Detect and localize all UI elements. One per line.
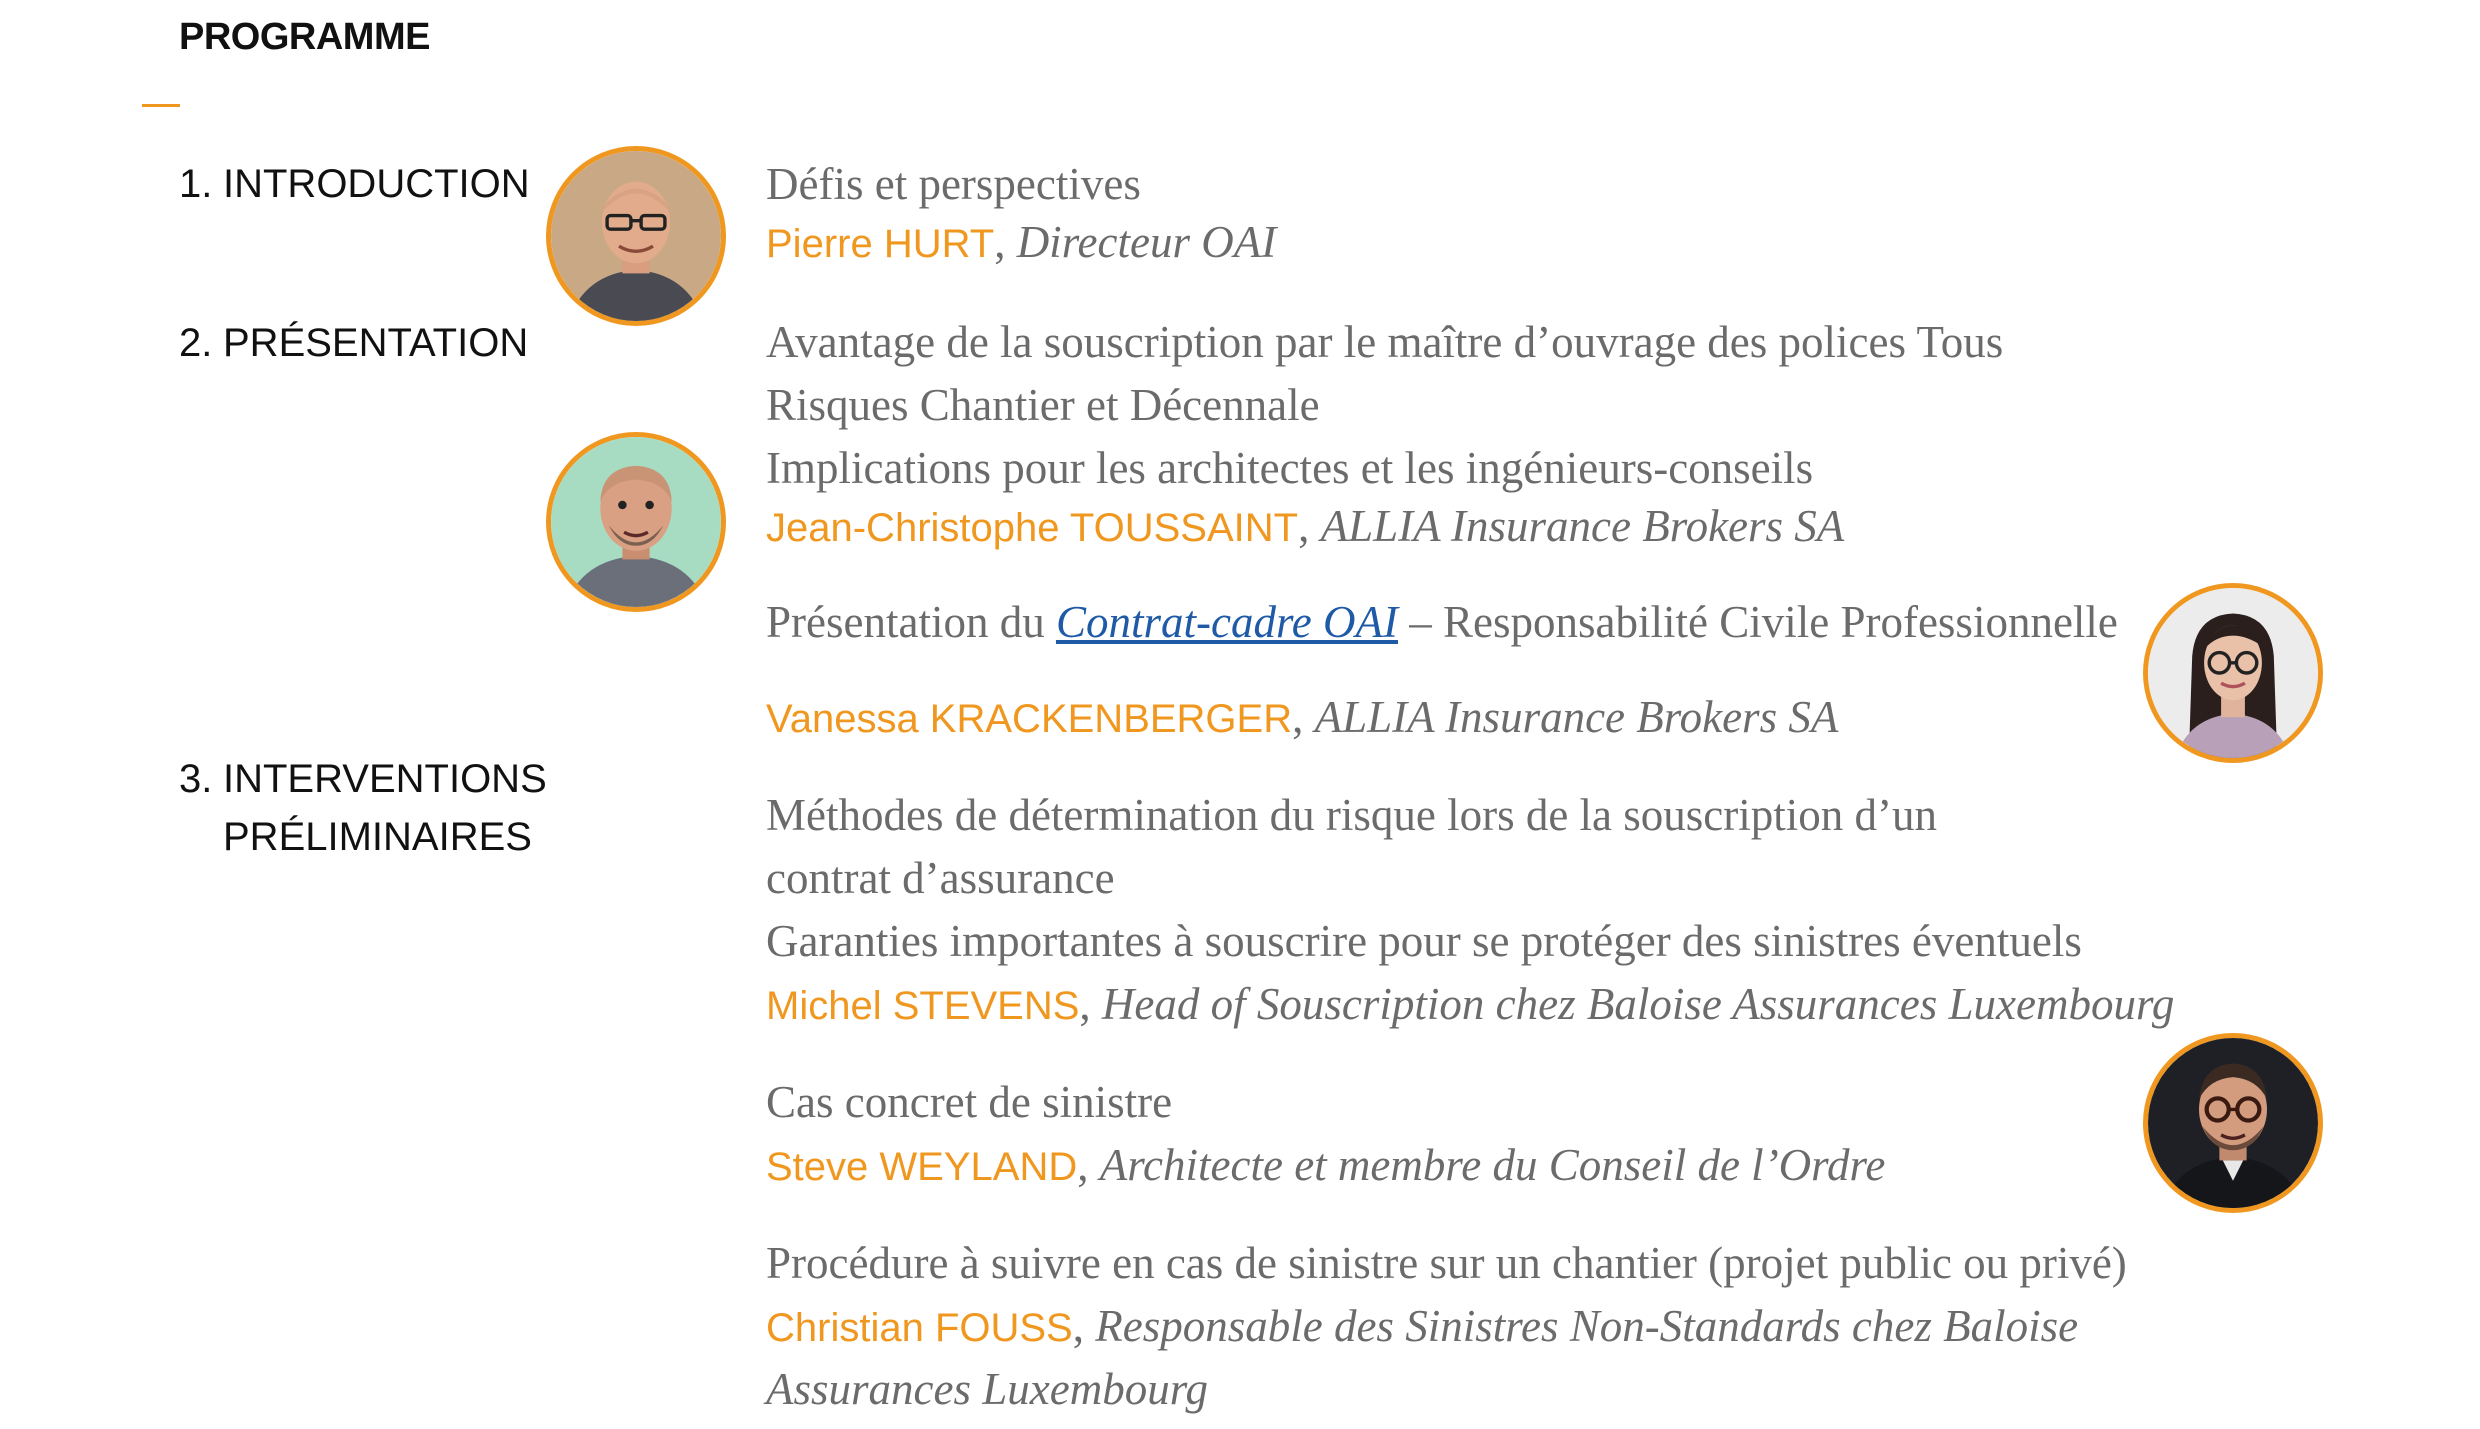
- speaker-photo-jean-christophe-toussaint: [546, 432, 726, 612]
- speaker-role: Responsable des Sinistres Non-Standards chez Baloise: [1095, 1301, 2079, 1351]
- speaker-role: ALLIA Insurance Brokers SA: [1314, 692, 1839, 742]
- speaker-name: Jean-Christophe TOUSSAINT: [766, 506, 1299, 550]
- talk-title: Présentation du Contrat-cadre OAI – Responsabilité Civile Professionnelle: [766, 597, 2118, 647]
- section-label: INTERVENTIONS: [223, 757, 547, 801]
- speaker-role: Directeur OAI: [1016, 217, 1277, 267]
- speaker-photo-pierre-hurt: [546, 146, 726, 326]
- talk-title: Méthodes de détermination du risque lors de la souscription d’un: [766, 790, 1938, 840]
- speaker-name: Vanessa KRACKENBERGER: [766, 697, 1293, 741]
- speaker-line: Michel STEVENS, Head of Souscription chez Baloise Assurances Luxembourg: [766, 979, 2175, 1029]
- talk-title: Défis et perspectives: [766, 159, 1141, 209]
- talk-title: contrat d’assurance: [766, 853, 1115, 903]
- person-portrait-icon: [2148, 1038, 2318, 1208]
- speaker-name: Michel STEVENS: [766, 984, 1080, 1028]
- speaker-name: Christian FOUSS: [766, 1306, 1073, 1350]
- speaker-role: Head of Souscription chez Baloise Assurances Luxembourg: [1101, 979, 2175, 1029]
- speaker-name: Steve WEYLAND: [766, 1145, 1078, 1189]
- speaker-photo-vanessa-krackenberger: [2143, 583, 2323, 763]
- speaker-role: ALLIA Insurance Brokers SA: [1320, 501, 1845, 551]
- speaker-line: Christian FOUSS, Responsable des Sinistres Non-Standards chez Baloise: [766, 1301, 2079, 1351]
- person-portrait-icon: [551, 151, 721, 321]
- speaker-line: Vanessa KRACKENBERGER, ALLIA Insurance Brokers SA: [766, 692, 1839, 742]
- speaker-role: Architecte et membre du Conseil de l’Ordre: [1099, 1140, 1886, 1190]
- section-label: INTRODUCTION: [223, 162, 530, 206]
- talk-title: Avantage de la souscription par le maître d’ouvrage des polices Tous: [766, 317, 2004, 367]
- talk-title: Garanties importantes à souscrire pour se protéger des sinistres éventuels: [766, 916, 2082, 966]
- contrat-cadre-link[interactable]: Contrat-cadre OAI: [1055, 597, 1398, 647]
- section-label: PRÉSENTATION: [223, 321, 529, 365]
- speaker-name: Pierre HURT: [766, 222, 995, 266]
- page-title: PROGRAMME: [179, 16, 430, 58]
- section-label-continued: PRÉLIMINAIRES: [223, 815, 532, 859]
- talk-title: Cas concret de sinistre: [766, 1077, 1173, 1127]
- talk-title: Implications pour les architectes et les ingénieurs-conseils: [766, 443, 1814, 493]
- speaker-line: Jean-Christophe TOUSSAINT, ALLIA Insurance Brokers SA: [766, 501, 1845, 551]
- section-number: 1.: [179, 162, 213, 206]
- speaker-line: Steve WEYLAND, Architecte et membre du Conseil de l’Ordre: [766, 1140, 1886, 1190]
- section-interventions: [179, 750, 547, 866]
- speaker-line: Pierre HURT, Directeur OAI: [766, 217, 1277, 267]
- person-portrait-icon: [551, 437, 721, 607]
- section-presentation: [179, 314, 528, 372]
- section-number: 3.: [179, 757, 213, 801]
- speaker-photo-steve-weyland: [2143, 1033, 2323, 1213]
- section-introduction: [179, 155, 530, 213]
- section-number: 2.: [179, 321, 213, 365]
- talk-title: Risques Chantier et Décennale: [766, 380, 1320, 430]
- person-portrait-icon: [2148, 588, 2318, 758]
- talk-title: Procédure à suivre en cas de sinistre sur un chantier (projet public ou privé): [766, 1238, 2127, 1288]
- title-accent-rule: [142, 104, 180, 107]
- speaker-role-continued: Assurances Luxembourg: [766, 1364, 1209, 1414]
